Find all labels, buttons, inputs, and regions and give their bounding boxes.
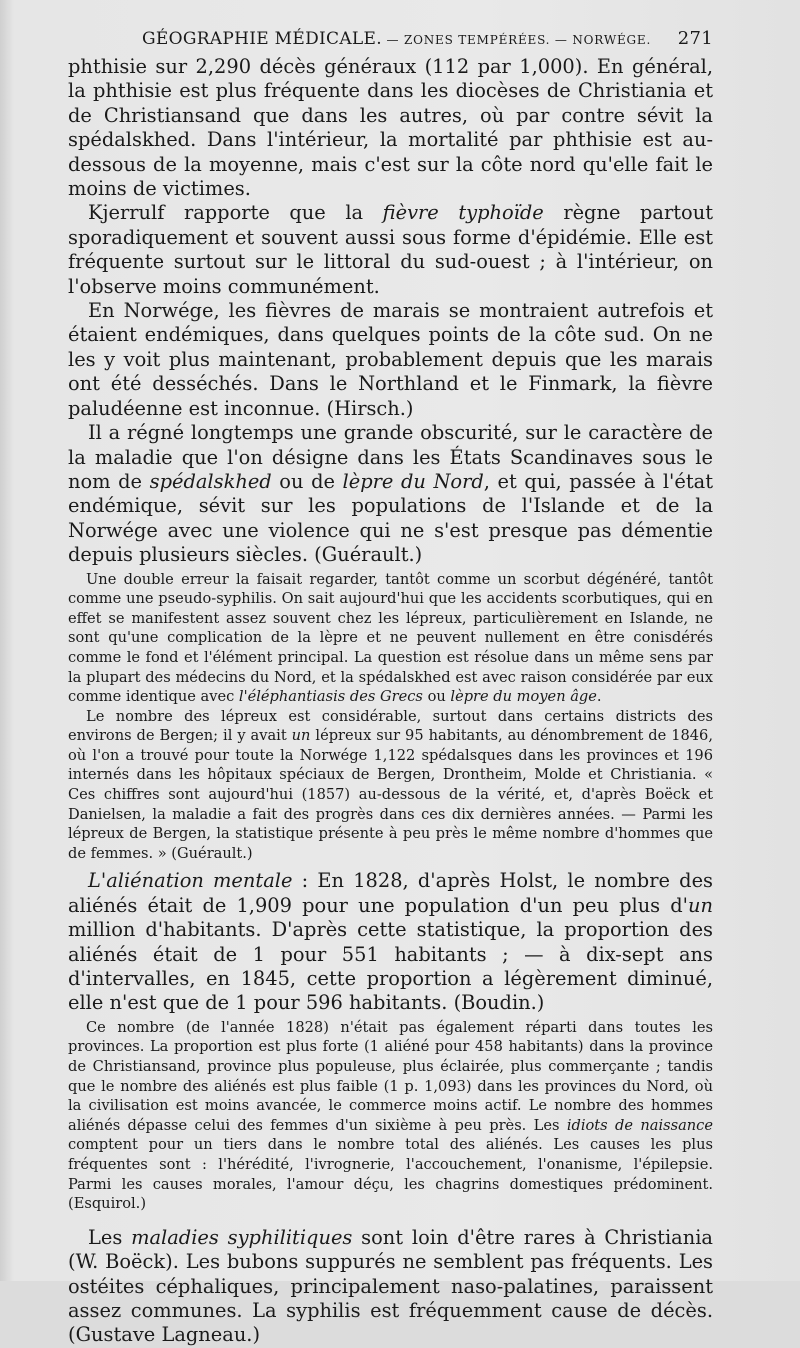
header-title (142, 29, 651, 49)
note-double-erreur (68, 570, 713, 707)
text-run: , et qui, passée à l'état endémique, sévit sur les populations de l'Islande et de la Norwége avec une violence qui ne s'est presque pas démentie depuis plusieurs siècles. (Guérault.) (68, 469, 713, 567)
text-run: ou de (271, 469, 343, 493)
text-run: Une double erreur la faisait regarder, tantôt comme un scorbut dégénéré, tantôt comme une pseudo-syphilis. On sait aujourd'hui que les accidents scorbutiques, qui en effet se manifestent assez souvent chez les lépreux, particulièrement en Islande, ne sont qu'une complication de la lèpre et ne peuvent nullement en être conisdérés comme le fond et l'élément principal. La question est résolue dans un même sens par la plupart des médecins du Nord, et la spédalskhed est avec raison considérée par eux comme identique avec (68, 570, 713, 706)
note-repartition-alienes (68, 1018, 713, 1214)
page-number: 271 (677, 28, 713, 49)
emphasis: L'aliénation mentale (88, 869, 293, 893)
header-main: GÉOGRAPHIE MÉDICALE. (142, 29, 382, 49)
header-separator: — (550, 33, 573, 47)
text-run: comptent pour un tiers dans le nombre total des aliénés. Les causes les plus fréquentes sont : l'hérédité, l'ivrognerie, l'accouchement, l'onanisme, l'épilepsie. Parmi les causes morales, l'amour déçu, les chagrins domestiques prédominent. (Esquirol.) (68, 1136, 713, 1213)
paragraph-fievre-typhoide (68, 201, 713, 299)
text-run: Les (88, 1225, 132, 1249)
header-separator: — (381, 33, 404, 47)
emphasis: lèpre du Nord (342, 469, 484, 493)
emphasis: l'éléphantiasis des Grecs (238, 688, 423, 706)
text-run: . (596, 688, 602, 706)
paragraph-fievres-de-marais: En Norwége, les fièvres de marais se montraient autrefois et étaient endémiques, dans quelques points de la côte sud. On ne les y voit plus maintenant, probablement depuis que les marais ont été desséchés. Dans le Northland et le Finmark, la fièvre paludéenne est inconnue. (Hirsch.) (68, 299, 713, 420)
emphasis: un (688, 893, 713, 917)
text-run: Kjerrulf rapporte que la (88, 201, 383, 225)
paragraph-alienation-mentale (68, 869, 713, 1015)
header-zone: ZONES TEMPÉRÉES. (403, 33, 551, 47)
running-header (68, 28, 713, 49)
text-run: Ce nombre (de l'année 1828) n'était pas également réparti dans toutes les provinces. La proportion est plus forte (1 aliéné pour 458 habitants) dans la province de Christiansand, province plus populeuse, plus éclairée, plus commerçante ; tandis que le nombre des aliénés est plus faible (1 p. 1,093) dans les provinces du Nord, où la civilisation est moins avancée, le commerce moins actif. Le nombre des hommes aliénés dépasse celui des femmes d'un sixième à peu près. Les (68, 1018, 713, 1134)
text-run: règne partout sporadiquement et souvent aussi sous forme d'épidémie. Elle est fréquente surtout sur le littoral du sud-ouest ; à l'intérieur, on l'observe moins communément. (68, 201, 713, 298)
emphasis: maladies syphilitiques (131, 1225, 353, 1249)
text-run: Il a régné longtemps une grande obscurité, sur le caractère de la maladie que l'on désigne dans les États Scandinaves sous le nom de (68, 421, 713, 493)
emphasis: lèpre du moyen âge (450, 688, 597, 706)
text-run: ou (422, 688, 451, 706)
emphasis: idiots de naissance (566, 1116, 713, 1134)
header-country: NORWÉGE. (572, 33, 652, 47)
paragraph-phthisie: phthisie sur 2,290 décès généraux (112 par 1,000). En général, la phthisie est plus fréquente dans les diocèses de Christiania et de Christiansand que dans les autres, où par contre sévit la spédalskhed. Dans l'intérieur, la mortalité par phthisie est au-dessous de la moyenne, mais c'est sur la côte nord qu'elle fait le moins de victimes. (68, 55, 713, 201)
text-run: : En 1828, d'après Holst, le nombre des aliénés était de 1,909 pour une population d'un peu plus d' (68, 869, 713, 917)
paragraph-maladies-syphilitiques (68, 1226, 713, 1348)
emphasis: fièvre typhoïde (382, 201, 544, 225)
text-run: lépreux sur 95 habitants, au dénombrement de 1846, où l'on a trouvé pour toute la Norwége 1,122 spédalsques dans les provinces et 196 internés dans les hôpitaux spéciaux de Bergen, Drontheim, Molde et Christiania. « Ces chiffres sont aujourd'hui (1857) au-dessous de la vérité, et, d'après Boëck et Danielsen, la maladie a fait des progrès dans ces dix dernières années. — Parmi les lépreux de Bergen, la statistique présente à peu près le même nombre d'hommes que de femmes. » (Guérault.) (68, 727, 713, 862)
text-run: sont loin d'être rares à Christiania (W. Boëck). Les bubons suppurés ne semblent pas fréquents. Les ostéites céphaliques, principalement naso-palatines, paraissent assez communes. La syphilis est fréquemment cause de décès. (Gustave Lagneau.) (68, 1225, 713, 1347)
page-content (68, 28, 713, 1348)
text-run: million d'habitants. D'après cette statistique, la proportion des aliénés était de 1 pour 551 habitants ; — à dix-sept ans d'intervalles, en 1845, cette proportion a légèrement diminué, elle n'est que de 1 pour 596 habitants. (Boudin.) (68, 918, 713, 1015)
emphasis: spédalskhed (149, 469, 272, 493)
text-run: Le nombre des lépreux est considérable, surtout dans certains districts des environs de Bergen; il y avait (68, 707, 713, 745)
emphasis: un (291, 727, 311, 745)
note-nombre-lepreux (68, 707, 713, 864)
paragraph-spedalskhed (68, 421, 713, 567)
